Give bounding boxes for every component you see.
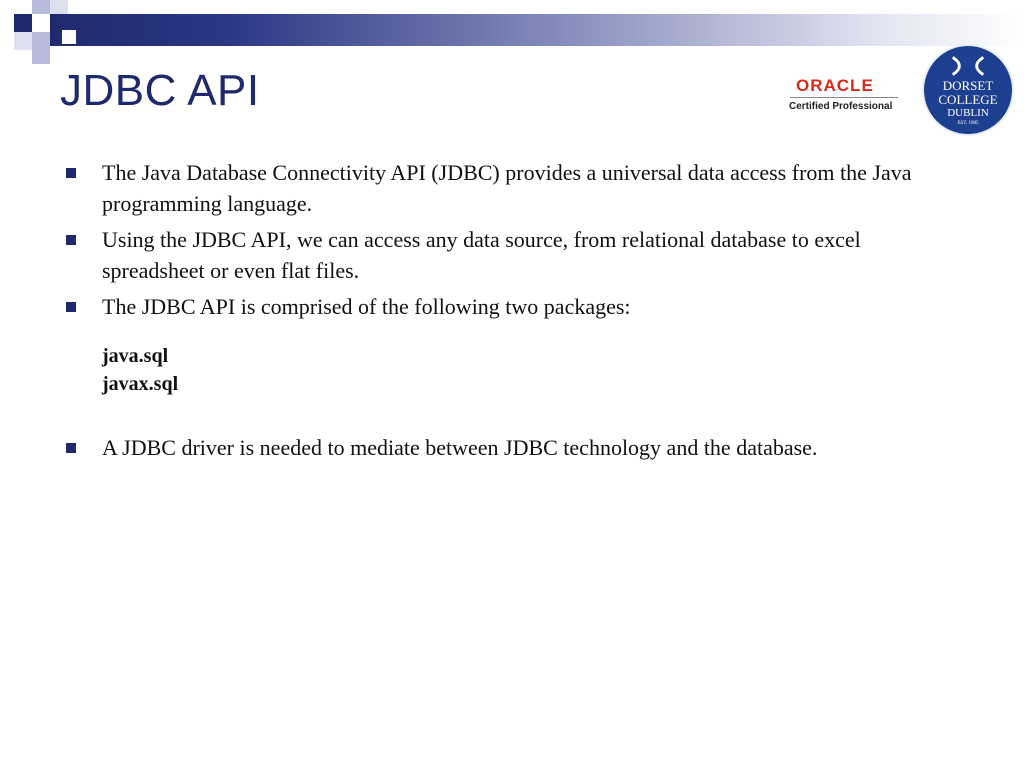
bullet-text: A JDBC driver is needed to mediate between JDBC technology and the database.: [102, 435, 818, 460]
slide-title: JDBC API: [60, 66, 260, 115]
decor-square: [32, 0, 50, 14]
bullet-text: The JDBC API is comprised of the following two packages:: [102, 294, 631, 319]
package-item: java.sql: [102, 345, 169, 367]
dorset-est: EST. 1985: [957, 121, 979, 126]
decor-square: [62, 30, 76, 44]
package-list: [62, 342, 962, 398]
bullet-square-icon: [66, 235, 76, 245]
dorset-line-3: DUBLIN: [947, 107, 989, 119]
bullet-item: [62, 432, 962, 463]
oracle-certified-logo: [784, 76, 902, 118]
bullet-text: Using the JDBC API, we can access any data source, from relational database to excel spreadsheet or even flat files.: [102, 227, 861, 283]
bullet-item: [62, 157, 962, 219]
decor-square: [14, 14, 32, 32]
divider: [790, 97, 898, 98]
package-item: javax.sql: [102, 373, 179, 395]
dorset-college-logo: [922, 44, 1014, 136]
dorset-emblem-icon: [924, 54, 1012, 78]
bullet-item: [62, 291, 962, 322]
decor-square: [14, 32, 32, 50]
header-gradient-bar: [50, 14, 1024, 46]
dorset-line-1: DORSET: [942, 78, 994, 93]
dorset-line-2: COLLEGE: [938, 92, 998, 107]
bullet-square-icon: [66, 168, 76, 178]
bullet-item: [62, 224, 962, 286]
bullet-list: [62, 157, 962, 468]
oracle-subtitle: Certified Professional: [789, 101, 893, 112]
bullet-square-icon: [66, 302, 76, 312]
bullet-square-icon: [66, 443, 76, 453]
decor-square: [32, 50, 50, 64]
oracle-brand-text: ORACLE: [796, 76, 874, 95]
bullet-text: The Java Database Connectivity API (JDBC) provides a universal data access from the Java programming language.: [102, 160, 912, 216]
decor-square: [50, 0, 68, 14]
decor-square: [32, 32, 50, 50]
